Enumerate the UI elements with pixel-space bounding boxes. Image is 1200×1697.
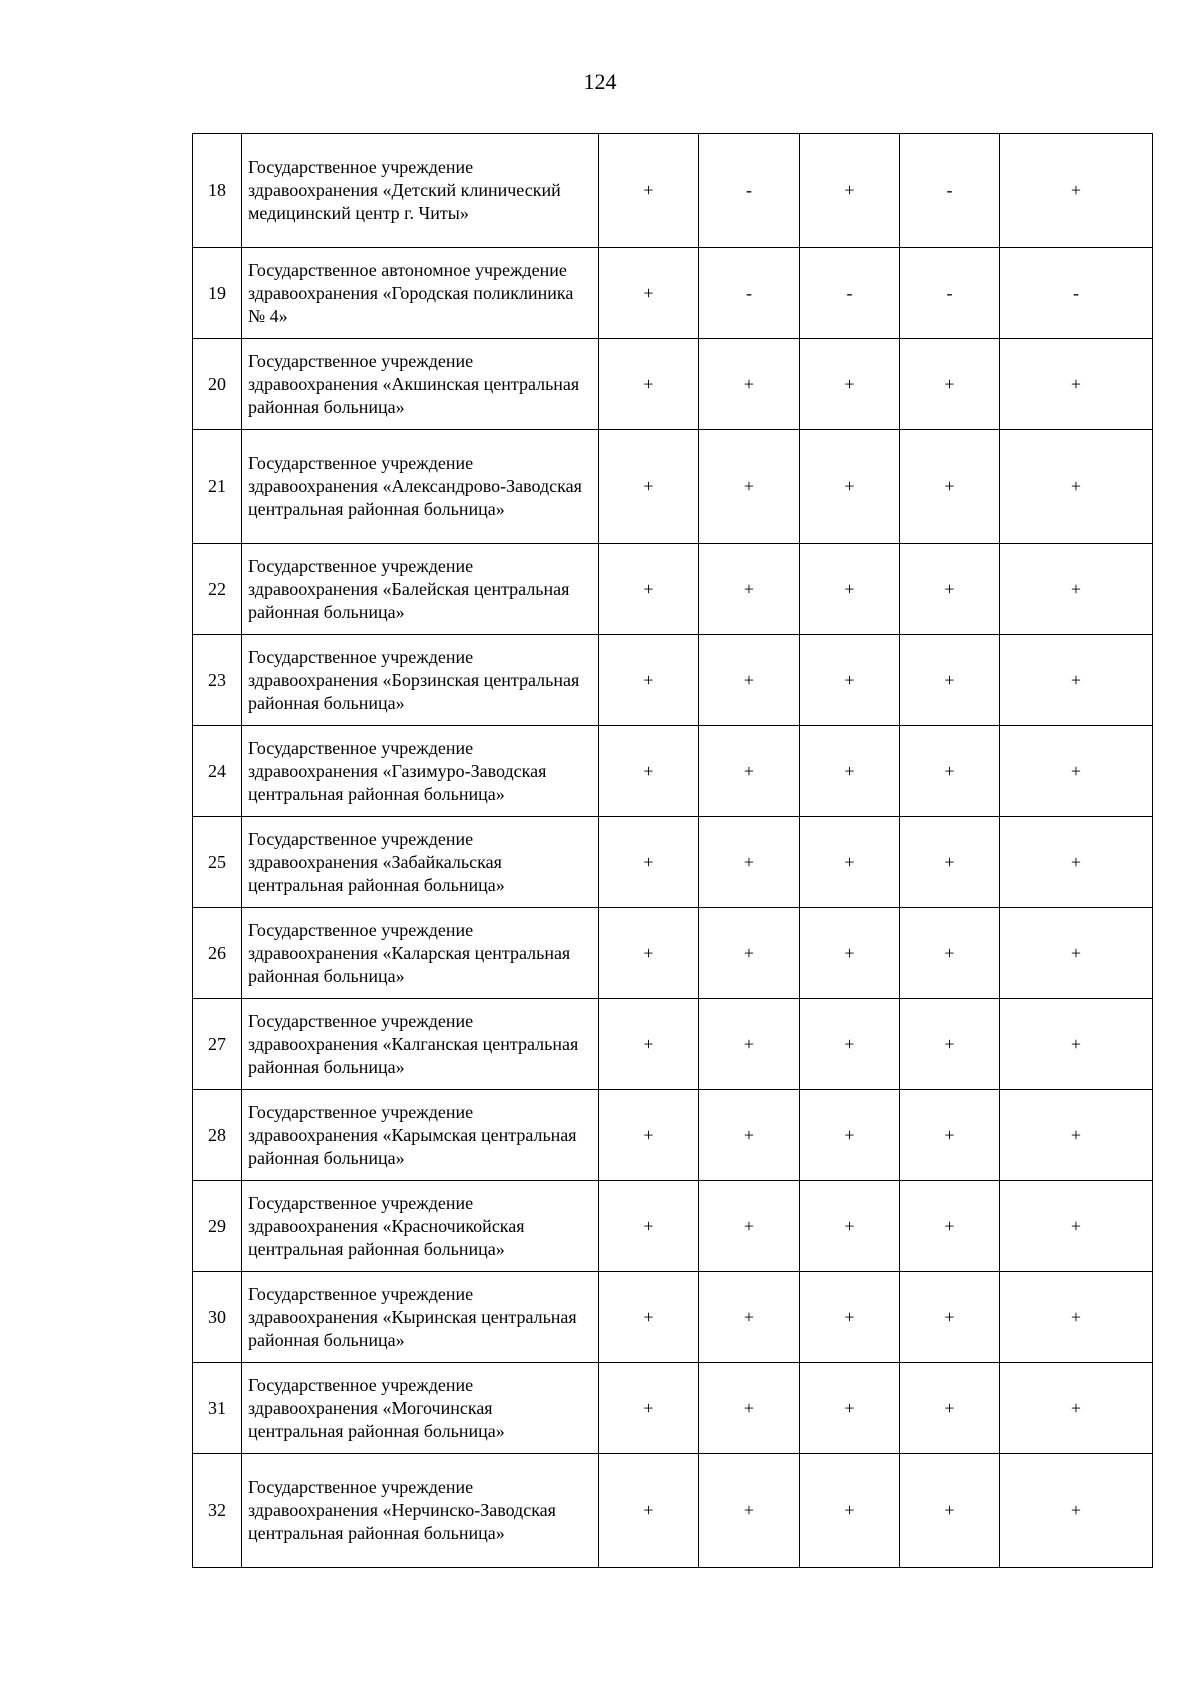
mark-cell-2: + <box>699 908 800 999</box>
institution-name: Государственное учреждение здравоохранения «Балейская центральная районная больница» <box>242 544 599 635</box>
row-number: 32 <box>193 1454 242 1568</box>
row-number: 24 <box>193 726 242 817</box>
mark-cell-4: + <box>900 726 1000 817</box>
mark-cell-2: + <box>699 726 800 817</box>
institution-name: Государственное учреждение здравоохранения «Борзинская центральная районная больница» <box>242 635 599 726</box>
mark-cell-1: + <box>599 1272 699 1363</box>
mark-cell-4: + <box>900 544 1000 635</box>
mark-cell-1: + <box>599 544 699 635</box>
mark-cell-1: + <box>599 1181 699 1272</box>
mark-cell-5: + <box>1000 908 1153 999</box>
mark-cell-4: + <box>900 339 1000 430</box>
mark-cell-2: + <box>699 817 800 908</box>
mark-cell-5: + <box>1000 544 1153 635</box>
mark-cell-3: + <box>800 1363 900 1454</box>
mark-cell-5: + <box>1000 635 1153 726</box>
row-number: 27 <box>193 999 242 1090</box>
mark-cell-4: + <box>900 1272 1000 1363</box>
table-body <box>193 134 1153 1568</box>
mark-cell-5: + <box>1000 1363 1153 1454</box>
mark-cell-3: + <box>800 1272 900 1363</box>
mark-cell-4: + <box>900 1181 1000 1272</box>
mark-cell-2: + <box>699 339 800 430</box>
institution-name: Государственное учреждение здравоохранения «Александрово-Заводская центральная районная больница» <box>242 430 599 544</box>
row-number: 30 <box>193 1272 242 1363</box>
row-number: 25 <box>193 817 242 908</box>
mark-cell-5: + <box>1000 1454 1153 1568</box>
row-number: 23 <box>193 635 242 726</box>
mark-cell-5: + <box>1000 1181 1153 1272</box>
mark-cell-4: - <box>900 248 1000 339</box>
mark-cell-3: + <box>800 635 900 726</box>
table-row <box>193 544 1153 635</box>
mark-cell-5: + <box>1000 1272 1153 1363</box>
table-row <box>193 1272 1153 1363</box>
mark-cell-1: + <box>599 248 699 339</box>
row-number: 28 <box>193 1090 242 1181</box>
mark-cell-3: + <box>800 339 900 430</box>
mark-cell-1: + <box>599 999 699 1090</box>
institution-name: Государственное учреждение здравоохранения «Калганская центральная районная больница» <box>242 999 599 1090</box>
mark-cell-3: + <box>800 430 900 544</box>
row-number: 29 <box>193 1181 242 1272</box>
mark-cell-2: + <box>699 1090 800 1181</box>
table-row <box>193 817 1153 908</box>
table-row <box>193 1090 1153 1181</box>
institution-name: Государственное учреждение здравоохранения «Красночикойская центральная районная больница» <box>242 1181 599 1272</box>
mark-cell-5: - <box>1000 248 1153 339</box>
mark-cell-1: + <box>599 817 699 908</box>
mark-cell-1: + <box>599 1090 699 1181</box>
mark-cell-2: - <box>699 134 800 248</box>
table-row <box>193 248 1153 339</box>
mark-cell-3: + <box>800 1090 900 1181</box>
row-number: 31 <box>193 1363 242 1454</box>
mark-cell-2: + <box>699 1454 800 1568</box>
institution-name: Государственное учреждение здравоохранения «Карымская центральная районная больница» <box>242 1090 599 1181</box>
table-row <box>193 134 1153 248</box>
mark-cell-4: + <box>900 999 1000 1090</box>
institution-name: Государственное учреждение здравоохранения «Акшинская центральная районная больница» <box>242 339 599 430</box>
mark-cell-3: + <box>800 544 900 635</box>
row-number: 22 <box>193 544 242 635</box>
mark-cell-4: + <box>900 908 1000 999</box>
mark-cell-4: + <box>900 817 1000 908</box>
page-number: 124 <box>583 69 617 94</box>
institutions-table <box>192 133 1153 1568</box>
row-number: 20 <box>193 339 242 430</box>
mark-cell-5: + <box>1000 339 1153 430</box>
row-number: 26 <box>193 908 242 999</box>
institution-name: Государственное учреждение здравоохранения «Кыринская центральная районная больница» <box>242 1272 599 1363</box>
table-row <box>193 635 1153 726</box>
mark-cell-1: + <box>599 339 699 430</box>
table-row <box>193 1181 1153 1272</box>
mark-cell-1: + <box>599 430 699 544</box>
mark-cell-2: - <box>699 248 800 339</box>
mark-cell-2: + <box>699 635 800 726</box>
institution-name: Государственное учреждение здравоохранения «Нерчинско-Заводская центральная районная больница» <box>242 1454 599 1568</box>
mark-cell-3: + <box>800 726 900 817</box>
mark-cell-3: + <box>800 999 900 1090</box>
table-row <box>193 908 1153 999</box>
mark-cell-5: + <box>1000 430 1153 544</box>
table-row <box>193 1363 1153 1454</box>
institution-name: Государственное учреждение здравоохранения «Забайкальская центральная районная больница» <box>242 817 599 908</box>
institution-name: Государственное автономное учреждение здравоохранения «Городская поликлиника № 4» <box>242 248 599 339</box>
institution-name: Государственное учреждение здравоохранения «Могочинская центральная районная больница» <box>242 1363 599 1454</box>
mark-cell-4: + <box>900 1454 1000 1568</box>
mark-cell-5: + <box>1000 817 1153 908</box>
mark-cell-3: + <box>800 134 900 248</box>
mark-cell-2: + <box>699 1181 800 1272</box>
mark-cell-2: + <box>699 544 800 635</box>
table-row <box>193 1454 1153 1568</box>
row-number: 18 <box>193 134 242 248</box>
mark-cell-3: + <box>800 1181 900 1272</box>
mark-cell-2: + <box>699 1363 800 1454</box>
row-number: 21 <box>193 430 242 544</box>
table-row <box>193 999 1153 1090</box>
mark-cell-1: + <box>599 635 699 726</box>
institution-name: Государственное учреждение здравоохранения «Газимуро-Заводская центральная районная больница» <box>242 726 599 817</box>
mark-cell-3: - <box>800 248 900 339</box>
mark-cell-1: + <box>599 134 699 248</box>
mark-cell-1: + <box>599 1363 699 1454</box>
table-row <box>193 339 1153 430</box>
row-number: 19 <box>193 248 242 339</box>
mark-cell-4: - <box>900 134 1000 248</box>
mark-cell-1: + <box>599 1454 699 1568</box>
mark-cell-5: + <box>1000 134 1153 248</box>
mark-cell-1: + <box>599 908 699 999</box>
table-row <box>193 430 1153 544</box>
mark-cell-4: + <box>900 1363 1000 1454</box>
mark-cell-5: + <box>1000 726 1153 817</box>
mark-cell-2: + <box>699 1272 800 1363</box>
institution-name: Государственное учреждение здравоохранения «Каларская центральная районная больница» <box>242 908 599 999</box>
table-row <box>193 726 1153 817</box>
mark-cell-3: + <box>800 908 900 999</box>
mark-cell-4: + <box>900 430 1000 544</box>
mark-cell-1: + <box>599 726 699 817</box>
mark-cell-2: + <box>699 999 800 1090</box>
mark-cell-3: + <box>800 1454 900 1568</box>
mark-cell-5: + <box>1000 999 1153 1090</box>
mark-cell-2: + <box>699 430 800 544</box>
institution-name: Государственное учреждение здравоохранения «Детский клинический медицинский центр г. Читы» <box>242 134 599 248</box>
mark-cell-4: + <box>900 1090 1000 1181</box>
mark-cell-5: + <box>1000 1090 1153 1181</box>
mark-cell-3: + <box>800 817 900 908</box>
mark-cell-4: + <box>900 635 1000 726</box>
